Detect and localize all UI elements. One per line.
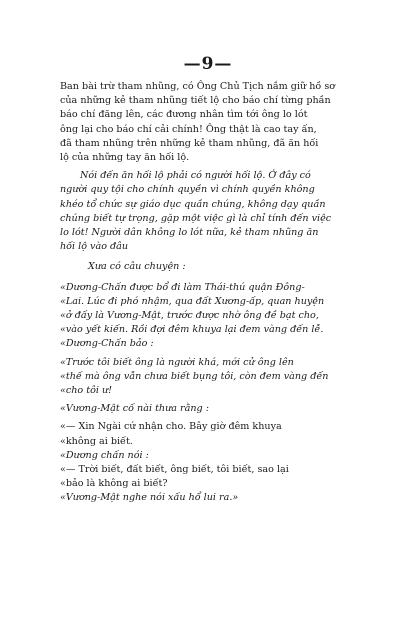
- text-line: «thế mà ông vẫn chưa biết bụng tôi, còn đem vàng đến: [60, 370, 329, 382]
- text-line: «Vương-Mật nghe nói xấu hổ lui ra.»: [60, 492, 239, 504]
- text-line: chúng biết tự trọng, gặp một việc gì là chỉ tính đến việc: [60, 212, 332, 224]
- text-line: người quy tội cho chính quyền vì chính quyền không: [60, 184, 315, 196]
- text-line: «Dương chấn nói :: [60, 449, 149, 461]
- text-line: «— Trời biết, đất biết, ông biết, tôi biết, sao lại: [60, 464, 289, 476]
- text-line: «vào yết kiến. Rồi đợi đêm khuya lại đem vàng đến lễ.: [60, 324, 324, 336]
- text-line: «cho tôi ư!: [60, 385, 113, 397]
- text-line: «Lai. Lúc đi phó nhậm, qua đất Xương-ấp, quan huyện: [60, 295, 325, 307]
- text-line: «bảo là không ai biết?: [60, 478, 168, 490]
- text-line: Nói đến ăn hối lộ phải có người hối lộ. Ở đây có: [80, 170, 311, 182]
- text-line: «Vương-Mật cố nài thưa rằng :: [60, 403, 209, 415]
- text-line: «Dương-Chấn được bổ đi làm Thái-thú quận Đông-: [60, 281, 305, 293]
- text-line: «— Xin Ngài cứ nhận cho. Bây giờ đêm khuya: [60, 421, 282, 433]
- text-line: đã tham nhũng trên những kẻ tham nhũng, đã ăn hối: [60, 137, 319, 149]
- text-line: lộ của những tay ăn hối lộ.: [60, 152, 190, 164]
- text-line: Ban bài trừ tham nhũng, có Ông Chủ Tịch nắm giữ hồ sơ: [60, 81, 336, 92]
- body-text: [60, 80, 396, 506]
- text-line: «không ai biết.: [60, 435, 133, 447]
- text-line: ông lại cho báo chí cải chính! Ông thật là cao tay ấn,: [60, 123, 317, 135]
- page-number: —9—: [183, 54, 233, 74]
- text-line: lo lót! Người dân không lo lót nữa, kẻ tham nhũng ăn: [60, 227, 319, 239]
- text-line: «Dương-Chấn bảo :: [60, 338, 154, 350]
- text-line: của những kẻ tham nhũng tiết lộ cho báo chí từng phần: [60, 95, 331, 107]
- text-line: hối lộ vào đâu: [60, 241, 129, 253]
- text-line: «ở đấy là Vương-Mật, trước được nhờ ông đề bạt cho,: [60, 310, 319, 322]
- text-line: khéo tổ chức sự giáo dục quần chúng, không dạy quần: [60, 198, 326, 210]
- text-line: Xưa có câu chuyện :: [88, 261, 186, 273]
- text-line: «Trước tôi biết ông là người khá, mới cử ông lên: [60, 356, 294, 368]
- text-line: báo chí đăng lên, các đương nhân tìm tới ông lo lót: [60, 109, 308, 121]
